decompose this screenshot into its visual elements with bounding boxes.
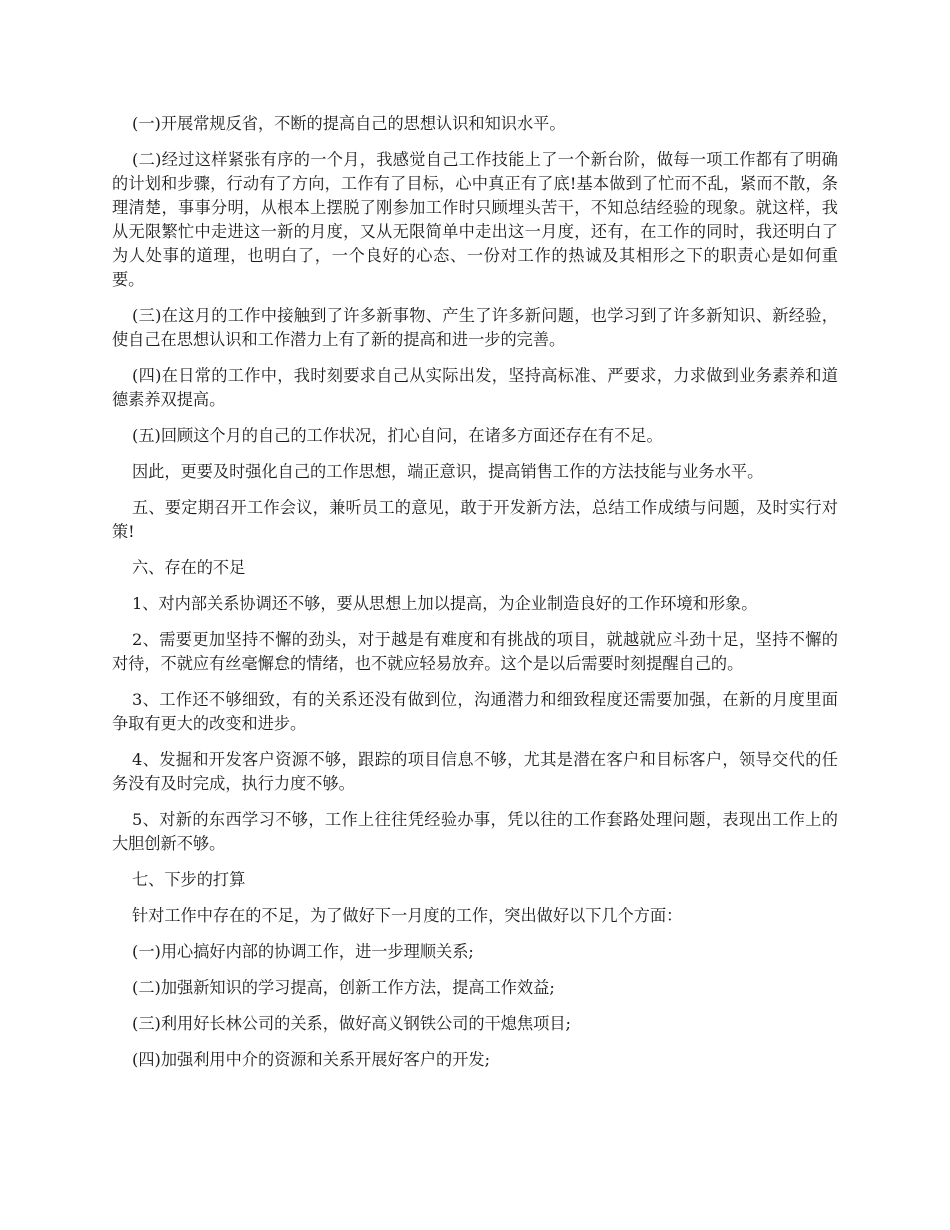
list-item-shortcoming-5: 5、对新的东西学习不够，工作上往往凭经验办事，凭以往的工作套路处理问题，表现出工作上的大胆创新不够。 xyxy=(112,810,838,853)
paragraph-1: (一)开展常规反省，不断的提高自己的思想认识和知识水平。 xyxy=(132,114,566,133)
paragraph-3: (三)在这月的工作中接触到了许多新事物、产生了许多新问题，也学习到了许多新知识、新经验，使自己在思想认识和工作潜力上有了新的提高和进一步的完善。 xyxy=(112,306,838,349)
section-heading-shortcomings: 六、存在的不足 xyxy=(132,558,246,577)
paragraph-4: (四)在日常的工作中，我时刻要求自己从实际出发，坚持高标准、严要求，力求做到业务素养和道德素养双提高。 xyxy=(112,366,838,409)
list-item-shortcoming-2: 2、需要更加坚持不懈的劲头，对于越是有难度和有挑战的项目，就越就应斗劲十足，坚持不懈的对待，不就应有丝毫懈怠的情绪，也不就应轻易放弃。这个是以后需要时刻提醒自己的。 xyxy=(112,630,838,673)
list-item-plan-3: (三)利用好长林公司的关系，做好高义钢铁公司的干熄焦项目; xyxy=(132,1014,571,1033)
paragraph-7: 五、要定期召开工作会议，兼听员工的意见，敢于开发新方法，总结工作成绩与问题，及时实行对策! xyxy=(112,498,838,541)
list-item-shortcoming-4: 4、发掘和开发客户资源不够，跟踪的项目信息不够，尤其是潜在客户和目标客户，领导交代的任务没有及时完成，执行力度不够。 xyxy=(112,750,838,793)
section-heading-next-steps: 七、下步的打算 xyxy=(132,870,246,889)
paragraph-6: 因此，更要及时强化自己的工作思想，端正意识，提高销售工作的方法技能与业务水平。 xyxy=(132,462,764,481)
list-item-shortcoming-1: 1、对内部关系协调还不够，要从思想上加以提高，为企业制造良好的工作环境和形象。 xyxy=(132,594,758,613)
paragraph-next-steps-intro: 针对工作中存在的不足，为了做好下一月度的工作，突出做好以下几个方面： xyxy=(132,906,683,925)
list-item-shortcoming-3: 3、工作还不够细致，有的关系还没有做到位，沟通潜力和细致程度还需要加强，在新的月度里面争取有更大的改变和进步。 xyxy=(112,690,838,733)
paragraph-5: (五)回顾这个月的自己的工作状况，扪心自问，在诸多方面还存在有不足。 xyxy=(132,426,663,445)
list-item-plan-1: (一)用心搞好内部的协调工作，进一步理顺关系; xyxy=(132,942,474,961)
list-item-plan-4: (四)加强利用中介的资源和关系开展好客户的开发; xyxy=(132,1050,491,1069)
paragraph-2: (二)经过这样紧张有序的一个月，我感觉自己工作技能上了一个新台阶，做每一项工作都有了明确的计划和步骤，行动有了方向，工作有了目标，心中真正有了底!基本做到了忙而不乱，紧而不散，条理清楚，事事分明，从根本上摆脱了刚参加工作时只顾埋头苦干，不知总结经验的现象。就这样，我从无限繁忙中走进这一新的月度，又从无限简单中走出这一月度，还有，在工作的同时，我还明白了为人处事的道理，也明白了，一个良好的心态、一份对工作的热诚及其相形之下的职责心是如何重要。 xyxy=(112,150,838,289)
document-body xyxy=(112,112,838,1084)
list-item-plan-2: (二)加强新知识的学习提高，创新工作方法，提高工作效益; xyxy=(132,978,555,997)
